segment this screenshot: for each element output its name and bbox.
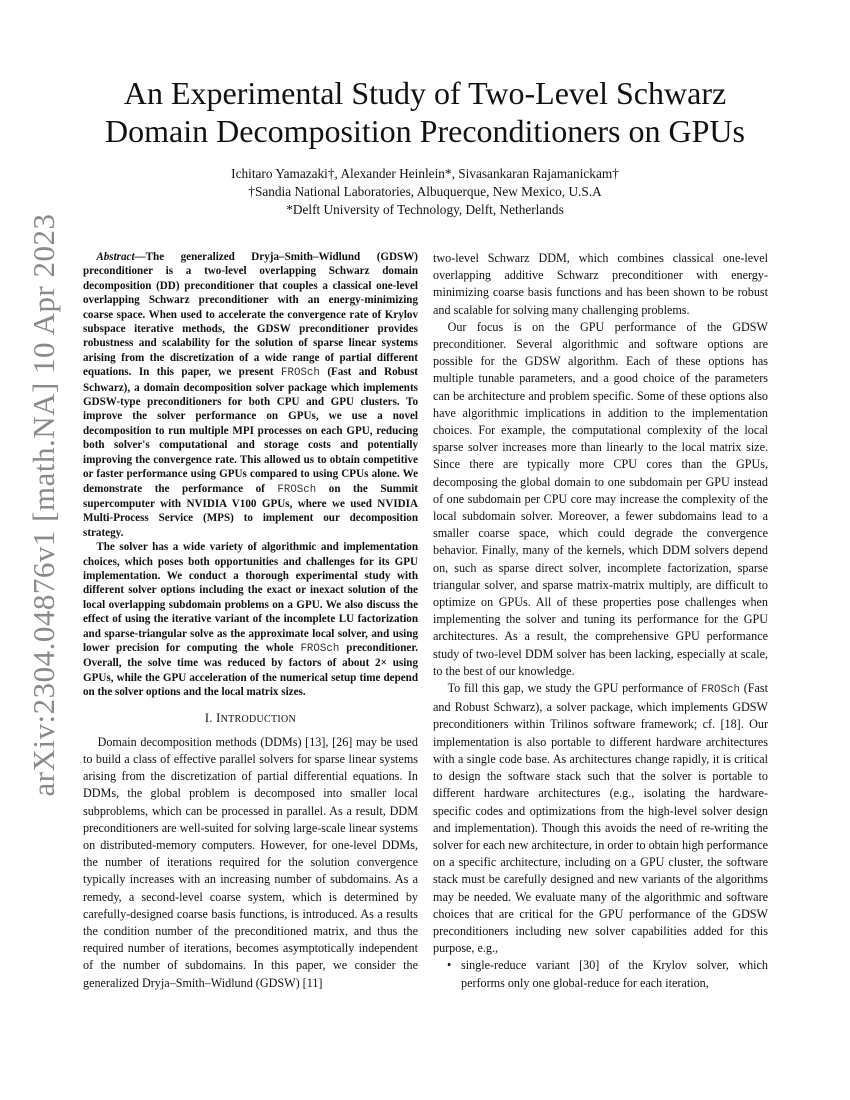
frosch-name: FROSch (277, 483, 317, 496)
affiliation-sandia: †Sandia National Laboratories, Albuquerque, New Mexico, U.S.A (248, 184, 602, 199)
abstract (83, 250, 418, 700)
left-column (83, 250, 418, 992)
author-names: Ichitaro Yamazaki†, Alexander Heinlein*, Sivasankaran Rajamanickam† (231, 166, 619, 181)
title-line-2: Domain Decomposition Preconditioners on GPUs (105, 113, 745, 149)
author-block (70, 165, 780, 219)
section-heading-introduction: I. INTRODUCTION (204, 710, 297, 725)
frosch-name: FROSch (300, 642, 340, 655)
frosch-name: FROSch (701, 684, 740, 697)
intro-paragraph-2: Our focus is on the GPU performance of the GDSW preconditioner. Several algorithmic and software options are possible for the GDSW algorithm. Each of these options has multiple tunable parameters, and a good choice of the parameters can be architecture and problem specific. Some of these options also have algorithmic implications in addition to the implementation choices. For example, the computational complexity of the local sparse solver increases more than linearly to the local matrix size. Since there are typically more CPU cores than the GPUs, decomposing the global domain to one subdomain per GPU instead of one subdomain per CPU core may increase the complexity of the local subdomain solver. Moreover, a fewer subdomains lead to a smaller coarse space, which could degrade the convergence behavior. Finally, many of the kernels, which DDM solvers depend on, such as sparse direct solver, incomplete factorization, sparse triangular solver, and sparse matrix-matrix multiply, are difficult to optimize on GPUs. All of these properties pose challenges when implementing the solver and tuning its performance for the GPU architectures. As a result, the comprehensive GPU performance study of two-level DDM solver has been lacking, especially at scale, to the best of our knowledge. (433, 319, 768, 678)
title-line-1: An Experimental Study of Two-Level Schwarz (123, 75, 727, 111)
intro-paragraph-continued: two-level Schwarz DDM, which combines classical one-level overlapping additive Schwarz preconditioner with energy-minimizing coarse basis functions and has been shown to be robust and scalable for solving many challenging problems. (433, 251, 768, 317)
abstract-paragraph-2: The solver has a wide variety of algorithmic and implementation choices, which poses both opportunities and challenges for its GPU implementation. We conduct a thorough experimental study with different solver options including the exact or inexact solution of the local overlapping subdomain problems on a GPU. We also discuss the effect of using the iterative variant of the incomplete LU factorization and sparse-triangular solve as the approximate local solver, and using lower precision for computing the whole FROSch preconditioner. Overall, the solve time was reduced by factors of about 2× using GPUs, while the GPU acceleration of the numerical setup time depend on the solver options and the local matrix sizes. (83, 541, 418, 699)
intro-paragraph-3: To fill this gap, we study the GPU performance of FROSch (Fast and Robust Schwarz), a solver package, which implements GDSW preconditioners within Trilinos software framework; cf. [18]. Our implementation is also portable to different hardware architectures with a single code base. As architectures change rapidly, it is critical to design the software stack such that the solver is portable to different hardware architectures (e.g., isolating the hardware-specific codes and optimizations from the high-level solver design and implementation). Though this avoids the need of re-writing the solver for each new architecture, in order to obtain high performance on a specific architecture, including on a GPU cluster, the software stack must be carefully designed and new variants of the algorithms may be needed. We evaluate many of the algorithmic and software choices that are critical for the GPU performance of the GDSW preconditioners including new solver capabilities added for this purpose, e.g., (433, 681, 768, 956)
arxiv-identifier: arXiv:2304.04876v1 [math.NA] 10 Apr 2023 (26, 213, 61, 797)
list-item: • single-reduce variant [30] of the Krylov solver, which performs only one global-reduce for each iteration, (461, 957, 768, 991)
intro-paragraph-1: Domain decomposition methods (DDMs) [13], [26] may be used to build a class of effective parallel solvers for sparse linear systems arising from the discretization of partial differential equations. In DDMs, the global problem is decomposed into smaller local subproblems, which can be processed in parallel. As a result, DDM preconditioners are well-suited for solving large-scale linear systems on distributed-memory computers. However, for one-level DDMs, the number of iterations required for the solution convergence typically increases with an increasing number of subdomains. As a remedy, a second-level coarse system, which is determined by carefully-designed coarse basis functions, is introduced. As a results the condition number of the preconditioned matrix, and thus the required number of iterations, becomes asymptotically independent of the number of subdomains. In this paper, we consider the generalized Dryja–Smith–Widlund (GDSW) [11] (83, 734, 418, 990)
abstract-paragraph-1: Abstract—The generalized Dryja–Smith–Widlund (GDSW) preconditioner is a two-level overlapping Schwarz domain decomposition (DD) preconditioner that couples a classical one-level overlapping Schwarz preconditioner with an energy-minimizing coarse space. When used to accelerate the convergence rate of Krylov subspace iterative methods, the GDSW preconditioner provides robustness and scalability for the solution of sparse linear systems arising from the discretization of a wide range of partial different equations. In this paper, we present FROSch (Fast and Robust Schwarz), a domain decomposition solver package which implements GDSW-type preconditioners for both CPU and GPU clusters. To improve the solver performance on GPUs, we use a novel decomposition to run multiple MPI processes on each GPU, reducing both solver's computational and storage costs and potentially improving the convergence rate. This allowed us to obtain competitive or faster performance using GPUs compared to using CPUs alone. We demonstrate the performance of FROSch on the Summit supercomputer with NVIDIA V100 GPUs, where we used NVIDIA Multi-Process Service (MPS) to implement our decomposition strategy. (83, 251, 418, 539)
contribution-list (433, 957, 768, 991)
abstract-label: Abstract (96, 251, 135, 263)
right-column (433, 250, 768, 992)
paper-title (70, 74, 780, 150)
affiliation-delft: *Delft University of Technology, Delft, Netherlands (286, 202, 564, 217)
frosch-name: FROSch (281, 367, 320, 380)
